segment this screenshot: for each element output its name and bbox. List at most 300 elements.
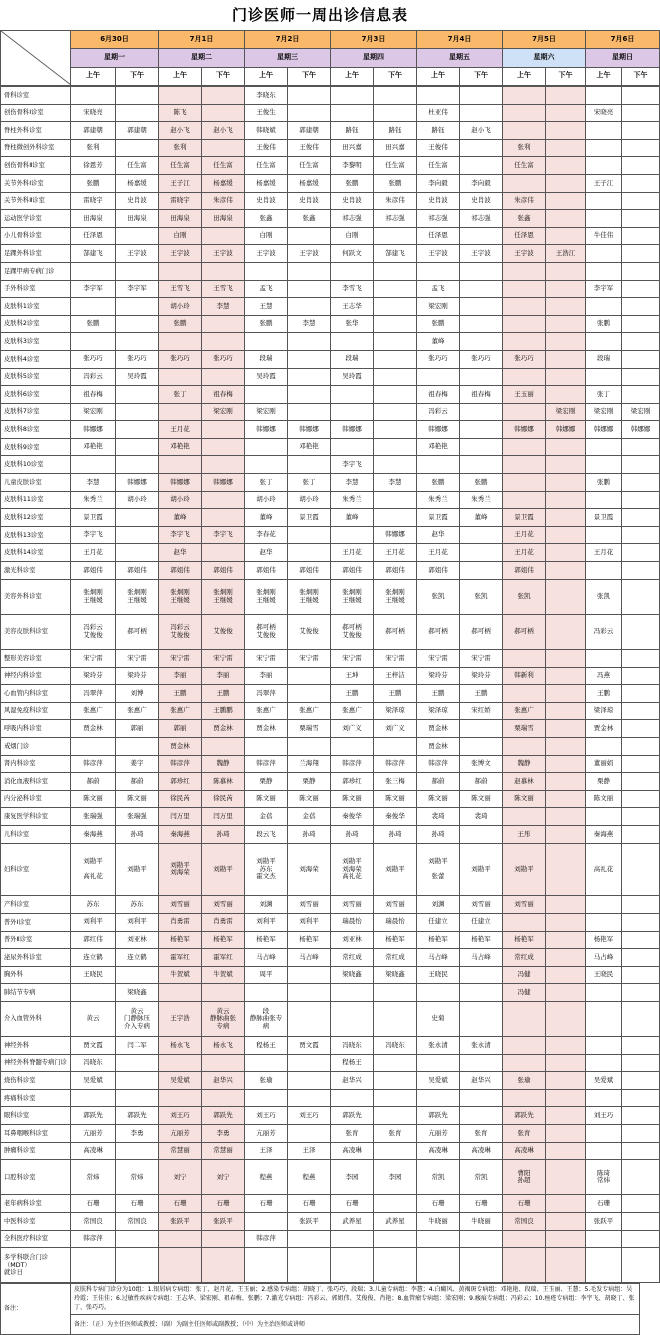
schedule-cell: [116, 1248, 159, 1283]
schedule-cell: 张三梅: [374, 773, 417, 791]
schedule-cell: 艾俊俊: [202, 614, 245, 649]
schedule-cell: [202, 737, 245, 755]
schedule-cell: 王宇波: [503, 245, 546, 263]
schedule-cell: 秦俊华: [331, 808, 374, 826]
schedule-cell: [116, 87, 159, 105]
table-row: [1, 298, 660, 316]
schedule-cell: [288, 966, 331, 984]
schedule-cell: [622, 984, 660, 1002]
schedule-cell: 史菊: [417, 1001, 460, 1036]
schedule-cell: 梁泽琼: [374, 702, 417, 720]
schedule-cell: 宋宁雷: [331, 650, 374, 668]
schedule-cell: 任泽恩: [71, 227, 116, 245]
schedule-cell: [586, 1001, 622, 1036]
schedule-cell: [331, 438, 374, 456]
schedule-cell: 贾金林: [159, 737, 202, 755]
schedule-cell: [374, 509, 417, 527]
schedule-cell: 宋宁雷: [460, 650, 503, 668]
schedule-cell: [622, 280, 660, 298]
schedule-cell: 杨永飞: [202, 1037, 245, 1055]
schedule-cell: 冯晓东: [374, 1037, 417, 1055]
table-row: [1, 1001, 660, 1036]
table-row: [1, 1054, 660, 1072]
schedule-cell: [586, 913, 622, 931]
schedule-cell: 梁玲芬: [417, 667, 460, 685]
schedule-cell: 韩彦萍: [417, 755, 460, 773]
schedule-cell: 王晓民: [586, 966, 622, 984]
schedule-cell: 秦海燕: [71, 825, 116, 843]
schedule-cell: [202, 87, 245, 105]
schedule-cell: [460, 966, 503, 984]
table-row: [1, 755, 660, 773]
schedule-cell: 张炯刚 王继媛: [71, 579, 116, 614]
schedule-cell: 金蓓: [288, 808, 331, 826]
schedule-cell: 李丽: [159, 667, 202, 685]
schedule-cell: [546, 931, 586, 949]
schedule-cell: [374, 87, 417, 105]
schedule-cell: 王宇波: [460, 245, 503, 263]
table-row: [1, 104, 660, 122]
schedule-cell: 张巧巧: [503, 350, 546, 368]
schedule-cell: 梁泽琼: [586, 702, 622, 720]
schedule-cell: [546, 526, 586, 544]
schedule-cell: 李勇: [202, 1125, 245, 1143]
schedule-cell: 常国良: [71, 1213, 116, 1231]
schedule-cell: 刘雪丽: [331, 896, 374, 914]
schedule-cell: 冯健: [503, 984, 546, 1002]
schedule-cell: [288, 368, 331, 386]
schedule-cell: 张巧巧: [116, 350, 159, 368]
weekday-4: 星期五: [417, 49, 503, 67]
schedule-cell: [288, 350, 331, 368]
schedule-cell: 郭姐伟: [245, 562, 288, 580]
schedule-cell: [202, 1230, 245, 1248]
schedule-cell: 田兴嘉: [331, 139, 374, 157]
table-row: [1, 474, 660, 492]
schedule-cell: 张瑞强: [71, 808, 116, 826]
schedule-cell: 张瑜: [245, 1072, 288, 1090]
schedule-cell: 金蓓: [245, 808, 288, 826]
schedule-cell: 王鹏: [202, 685, 245, 703]
schedule-cell: [622, 368, 660, 386]
schedule-cell: [546, 579, 586, 614]
schedule-cell: [503, 737, 546, 755]
schedule-cell: [503, 174, 546, 192]
schedule-cell: 刘雪丽: [159, 896, 202, 914]
schedule-cell: 常国良: [116, 1213, 159, 1231]
schedule-cell: 张惠广: [159, 702, 202, 720]
schedule-cell: [202, 509, 245, 527]
schedule-cell: 刘宁: [202, 1160, 245, 1195]
schedule-cell: 史肖波: [331, 192, 374, 210]
schedule-cell: [417, 984, 460, 1002]
schedule-cell: 王泽: [288, 1142, 331, 1160]
schedule-cell: [417, 1089, 460, 1107]
schedule-cell: 张鹏: [586, 315, 622, 333]
dept-name: 皮肤科8诊室: [1, 421, 71, 439]
schedule-cell: 刘勘平: [460, 843, 503, 896]
schedule-cell: 陈文丽: [331, 790, 374, 808]
schedule-cell: [622, 1142, 660, 1160]
schedule-cell: 李丽: [202, 667, 245, 685]
schedule-cell: 张丁: [245, 474, 288, 492]
schedule-cell: [288, 262, 331, 280]
schedule-cell: 韩彦萍: [331, 755, 374, 773]
schedule-cell: 陈文丽: [374, 790, 417, 808]
schedule-cell: [159, 333, 202, 351]
schedule-cell: 赵华兴: [460, 1072, 503, 1090]
schedule-cell: [622, 315, 660, 333]
schedule-cell: [622, 1195, 660, 1213]
notes-line-1: 皮肤科专病门诊分为10组：1.银屑病专病组：张丁、赵月花、王玉丽；2.感染专病组：胡晓丁、张巧巧、段瑞；3.儿童专病组：李慧；4.白癜风、黄褐斑专病组：邓艳艳、段瑞、王玉丽、王慧；5.毛发专病组：吴玲霞；王佳佳；6.过敏性疾病专病组：王志华、梁宏刚、祖春梅、张鹏；7.激光专病组：冯彩云、郭姐伟、艾俊俊、肖艳；8.血管瘤专病组：梁宏刚；9.瘢痕专病组：冯彩云；10.痤疮专病组：李宇飞、胡晓丁、张丁、张巧巧。: [71, 1284, 640, 1315]
schedule-cell: 吴爱斌: [586, 1072, 622, 1090]
schedule-cell: [288, 456, 331, 474]
schedule-cell: 程燕: [245, 1160, 288, 1195]
table-row: [1, 562, 660, 580]
schedule-cell: 郭跃先: [503, 1107, 546, 1125]
schedule-cell: [374, 280, 417, 298]
schedule-cell: [546, 984, 586, 1002]
schedule-cell: 杨嘉缓: [116, 174, 159, 192]
schedule-cell: 高凌琳: [460, 1142, 503, 1160]
schedule-cell: 高凌琳: [503, 1142, 546, 1160]
schedule-cell: 张鹏: [331, 174, 374, 192]
dept-name: 肺结节专病: [1, 984, 71, 1002]
schedule-cell: 程杨王: [331, 1054, 374, 1072]
schedule-cell: 邓艳艳: [288, 438, 331, 456]
schedule-cell: [546, 210, 586, 228]
schedule-cell: 贾金林: [202, 720, 245, 738]
schedule-cell: 高礼花: [586, 843, 622, 896]
schedule-cell: [331, 403, 374, 421]
schedule-cell: [202, 438, 245, 456]
date-4: 7月4日: [417, 31, 503, 49]
schedule-cell: 赵小飞: [159, 122, 202, 140]
schedule-cell: [546, 1037, 586, 1055]
schedule-cell: 韩彦萍: [374, 755, 417, 773]
schedule-cell: 栗瑞雪: [503, 720, 546, 738]
table-row: [1, 403, 660, 421]
schedule-cell: 张永清: [417, 1037, 460, 1055]
schedule-cell: [586, 210, 622, 228]
schedule-cell: 宋晓亮: [71, 104, 116, 122]
schedule-cell: [288, 984, 331, 1002]
schedule-cell: [460, 104, 503, 122]
schedule-cell: 宋宁雷: [417, 650, 460, 668]
schedule-cell: 朱彦伟: [374, 192, 417, 210]
schedule-cell: [288, 403, 331, 421]
schedule-cell: 杨艳军: [503, 931, 546, 949]
schedule-cell: 张利: [159, 139, 202, 157]
schedule-cell: 张惠广: [245, 702, 288, 720]
schedule-cell: [374, 368, 417, 386]
schedule-cell: [288, 667, 331, 685]
schedule-cell: 李雪飞: [331, 280, 374, 298]
schedule-cell: [460, 298, 503, 316]
table-row: [1, 280, 660, 298]
schedule-cell: 刘雪丽: [202, 896, 245, 914]
schedule-cell: [116, 1089, 159, 1107]
pm-label-3: 下午: [374, 67, 417, 85]
schedule-cell: 李宇飞: [202, 526, 245, 544]
schedule-cell: [586, 157, 622, 175]
schedule-cell: [622, 790, 660, 808]
schedule-cell: [374, 1195, 417, 1213]
schedule-cell: 王宇波: [417, 245, 460, 263]
table-row: [1, 192, 660, 210]
schedule-cell: 景卫霞: [586, 509, 622, 527]
schedule-cell: 张惠广: [503, 702, 546, 720]
schedule-cell: 孙琦: [288, 825, 331, 843]
schedule-cell: 胡小玲: [159, 491, 202, 509]
schedule-cell: 郭跃先: [202, 1107, 245, 1125]
schedule-cell: [460, 1001, 503, 1036]
schedule-cell: 董峰: [159, 509, 202, 527]
schedule-cell: 郝可柄: [503, 614, 546, 649]
schedule-cell: 贾文霞: [71, 1037, 116, 1055]
schedule-cell: 任生富: [116, 157, 159, 175]
schedule-cell: 武养星: [331, 1213, 374, 1231]
schedule-cell: [622, 174, 660, 192]
table-row: [1, 350, 660, 368]
schedule-cell: [374, 262, 417, 280]
schedule-cell: 张跃平: [202, 1213, 245, 1231]
schedule-cell: [586, 87, 622, 105]
schedule-cell: [417, 87, 460, 105]
schedule-cell: 王梓洁: [374, 667, 417, 685]
schedule-cell: 段云飞: [245, 825, 288, 843]
schedule-cell: [245, 1054, 288, 1072]
schedule-cell: [586, 456, 622, 474]
schedule-cell: [622, 773, 660, 791]
schedule-cell: 任生富: [202, 157, 245, 175]
schedule-cell: 陈文丽: [116, 790, 159, 808]
schedule-cell: 亢丽芳: [417, 1125, 460, 1143]
schedule-cell: [622, 491, 660, 509]
schedule-cell: 刘雪丽: [288, 896, 331, 914]
schedule-cell: 牛贺斌: [159, 966, 202, 984]
schedule-cell: 李宇飞: [159, 526, 202, 544]
schedule-cell: 雷晓宇: [159, 192, 202, 210]
schedule-cell: 梁泽琼: [417, 702, 460, 720]
schedule-cell: 景卫霞: [71, 509, 116, 527]
schedule-cell: 石珊: [586, 1195, 622, 1213]
dept-name: 全科医疗科诊室: [1, 1230, 71, 1248]
schedule-cell: 刘利平: [71, 913, 116, 931]
schedule-cell: [546, 808, 586, 826]
schedule-cell: 王子江: [159, 174, 202, 192]
schedule-cell: [331, 104, 374, 122]
schedule-cell: 高凌琳: [417, 1142, 460, 1160]
schedule-cell: 史肖波: [460, 192, 503, 210]
pm-label-4: 下午: [460, 67, 503, 85]
schedule-cell: [622, 544, 660, 562]
schedule-cell: [374, 1230, 417, 1248]
schedule-cell: [546, 966, 586, 984]
schedule-cell: 郭珍红: [159, 773, 202, 791]
schedule-cell: 石珊: [417, 1195, 460, 1213]
schedule-cell: 韩彦萍: [245, 755, 288, 773]
schedule-cell: 贾金林: [417, 737, 460, 755]
schedule-cell: [503, 104, 546, 122]
schedule-cell: 冯彩云 艾俊俊: [159, 614, 202, 649]
schedule-cell: [546, 298, 586, 316]
schedule-cell: [116, 1230, 159, 1248]
schedule-cell: 吴玲霞: [245, 368, 288, 386]
schedule-cell: [288, 1230, 331, 1248]
schedule-cell: 刘勘平: [374, 843, 417, 896]
schedule-cell: 任生富: [503, 157, 546, 175]
schedule-cell: [288, 104, 331, 122]
schedule-cell: [288, 526, 331, 544]
schedule-cell: [202, 104, 245, 122]
schedule-cell: [622, 579, 660, 614]
schedule-cell: 张炯刚 王继媛: [159, 579, 202, 614]
schedule-cell: 张育: [503, 1125, 546, 1143]
schedule-cell: [622, 1072, 660, 1090]
schedule-cell: 韩娜娜: [159, 474, 202, 492]
schedule-cell: [116, 737, 159, 755]
am-label-6: 上午: [586, 67, 622, 85]
schedule-cell: [546, 368, 586, 386]
schedule-cell: [159, 1248, 202, 1283]
schedule-cell: [374, 1072, 417, 1090]
schedule-cell: 瑞晨怡: [331, 913, 374, 931]
schedule-cell: 常国良: [503, 1213, 546, 1231]
schedule-cell: [546, 737, 586, 755]
schedule-cell: [288, 1001, 331, 1036]
schedule-cell: [546, 315, 586, 333]
schedule-cell: 何跃文: [331, 245, 374, 263]
schedule-cell: 景卫霞: [288, 509, 331, 527]
schedule-cell: [546, 1107, 586, 1125]
schedule-cell: [586, 139, 622, 157]
schedule-cell: 张鹏: [71, 315, 116, 333]
schedule-cell: [622, 456, 660, 474]
schedule-cell: 刘王巧: [245, 1107, 288, 1125]
schedule-cell: [374, 104, 417, 122]
schedule-cell: 宋宁雷: [116, 650, 159, 668]
schedule-cell: 冯彩云: [71, 368, 116, 386]
schedule-cell: 赵华: [159, 544, 202, 562]
schedule-cell: [622, 667, 660, 685]
schedule-cell: 冯晓东: [331, 1037, 374, 1055]
schedule-cell: 田海泉: [202, 210, 245, 228]
schedule-cell: [417, 1248, 460, 1283]
schedule-cell: 李慧: [331, 474, 374, 492]
schedule-cell: [503, 474, 546, 492]
dept-name: 儿童皮肤诊室: [1, 474, 71, 492]
dept-name: 皮肤科13诊室: [1, 526, 71, 544]
schedule-cell: [159, 403, 202, 421]
schedule-cell: 贾文霞: [288, 1037, 331, 1055]
schedule-cell: [586, 1125, 622, 1143]
schedule-cell: 史肖波: [288, 192, 331, 210]
schedule-cell: 李向毅: [417, 174, 460, 192]
schedule-cell: 任泽恩: [417, 227, 460, 245]
schedule-cell: 祖春梅: [202, 386, 245, 404]
table-row: [1, 333, 660, 351]
schedule-cell: 宋宁雷: [71, 650, 116, 668]
schedule-cell: 胡小玲: [159, 298, 202, 316]
dept-name: 心血管内科诊室: [1, 685, 71, 703]
dept-name: 脊柱外科诊室: [1, 122, 71, 140]
dept-name: 内分泌科诊室: [1, 790, 71, 808]
schedule-cell: 王宇波: [116, 245, 159, 263]
header-corner: [1, 31, 71, 86]
schedule-cell: 贾金林: [417, 720, 460, 738]
schedule-cell: 祖春梅: [417, 386, 460, 404]
schedule-cell: 李慧: [288, 315, 331, 333]
schedule-cell: 陈文丽: [586, 790, 622, 808]
schedule-cell: 杨艳军: [245, 931, 288, 949]
schedule-cell: [546, 474, 586, 492]
dept-name: 美容外科诊室: [1, 579, 71, 614]
schedule-cell: 宋宁雷: [245, 650, 288, 668]
schedule-cell: 梁玲芬: [71, 667, 116, 685]
table-row: [1, 843, 660, 896]
schedule-cell: 赵华: [245, 544, 288, 562]
schedule-cell: 张炯刚 王继媛: [245, 579, 288, 614]
schedule-cell: 刘勘平 苏东 霍文杰: [245, 843, 288, 896]
schedule-cell: [586, 526, 622, 544]
schedule-cell: 史肖波: [116, 192, 159, 210]
schedule-cell: 王宇波: [288, 245, 331, 263]
schedule-cell: 刘勘平: [503, 843, 546, 896]
schedule-cell: 李宇飞: [71, 526, 116, 544]
schedule-cell: 董峰: [331, 509, 374, 527]
schedule-cell: 郝可柄: [460, 614, 503, 649]
table-row: [1, 315, 660, 333]
schedule-cell: [586, 245, 622, 263]
schedule-cell: [546, 174, 586, 192]
dept-name: 泌尿外科诊室: [1, 949, 71, 967]
schedule-cell: 王鹏: [417, 685, 460, 703]
schedule-cell: [460, 1089, 503, 1107]
schedule-cell: 刘渊: [417, 896, 460, 914]
schedule-cell: 王俊伟: [417, 139, 460, 157]
schedule-cell: [622, 139, 660, 157]
schedule-cell: 段 静脉曲张专 病: [245, 1001, 288, 1036]
dept-name: 消化血液科诊室: [1, 773, 71, 791]
dept-name: 皮肤科9诊室: [1, 438, 71, 456]
schedule-cell: 任生富: [245, 157, 288, 175]
schedule-cell: [159, 87, 202, 105]
schedule-cell: [116, 421, 159, 439]
schedule-cell: 王鹏: [586, 685, 622, 703]
dept-name: 手外科诊室: [1, 280, 71, 298]
schedule-cell: [546, 667, 586, 685]
schedule-cell: 李慧: [71, 474, 116, 492]
dept-name: 皮肤科6诊室: [1, 386, 71, 404]
schedule-cell: 郝可柄 艾俊俊: [245, 614, 288, 649]
schedule-cell: [503, 333, 546, 351]
schedule-cell: [374, 403, 417, 421]
weekday-0: 星期一: [71, 49, 159, 67]
schedule-cell: 刘广义: [331, 720, 374, 738]
dept-name: 呼吸内科诊室: [1, 720, 71, 738]
schedule-cell: 郝可柄: [116, 614, 159, 649]
schedule-cell: 刘勘平 高礼花: [71, 843, 116, 896]
schedule-cell: [202, 544, 245, 562]
schedule-cell: 赵华: [417, 526, 460, 544]
schedule-cell: 王俊伟: [245, 139, 288, 157]
schedule-cell: [622, 931, 660, 949]
schedule-cell: 朱彦伟: [503, 192, 546, 210]
schedule-cell: [622, 1230, 660, 1248]
schedule-cell: 刘利平: [288, 913, 331, 931]
schedule-cell: 常红成: [503, 949, 546, 967]
